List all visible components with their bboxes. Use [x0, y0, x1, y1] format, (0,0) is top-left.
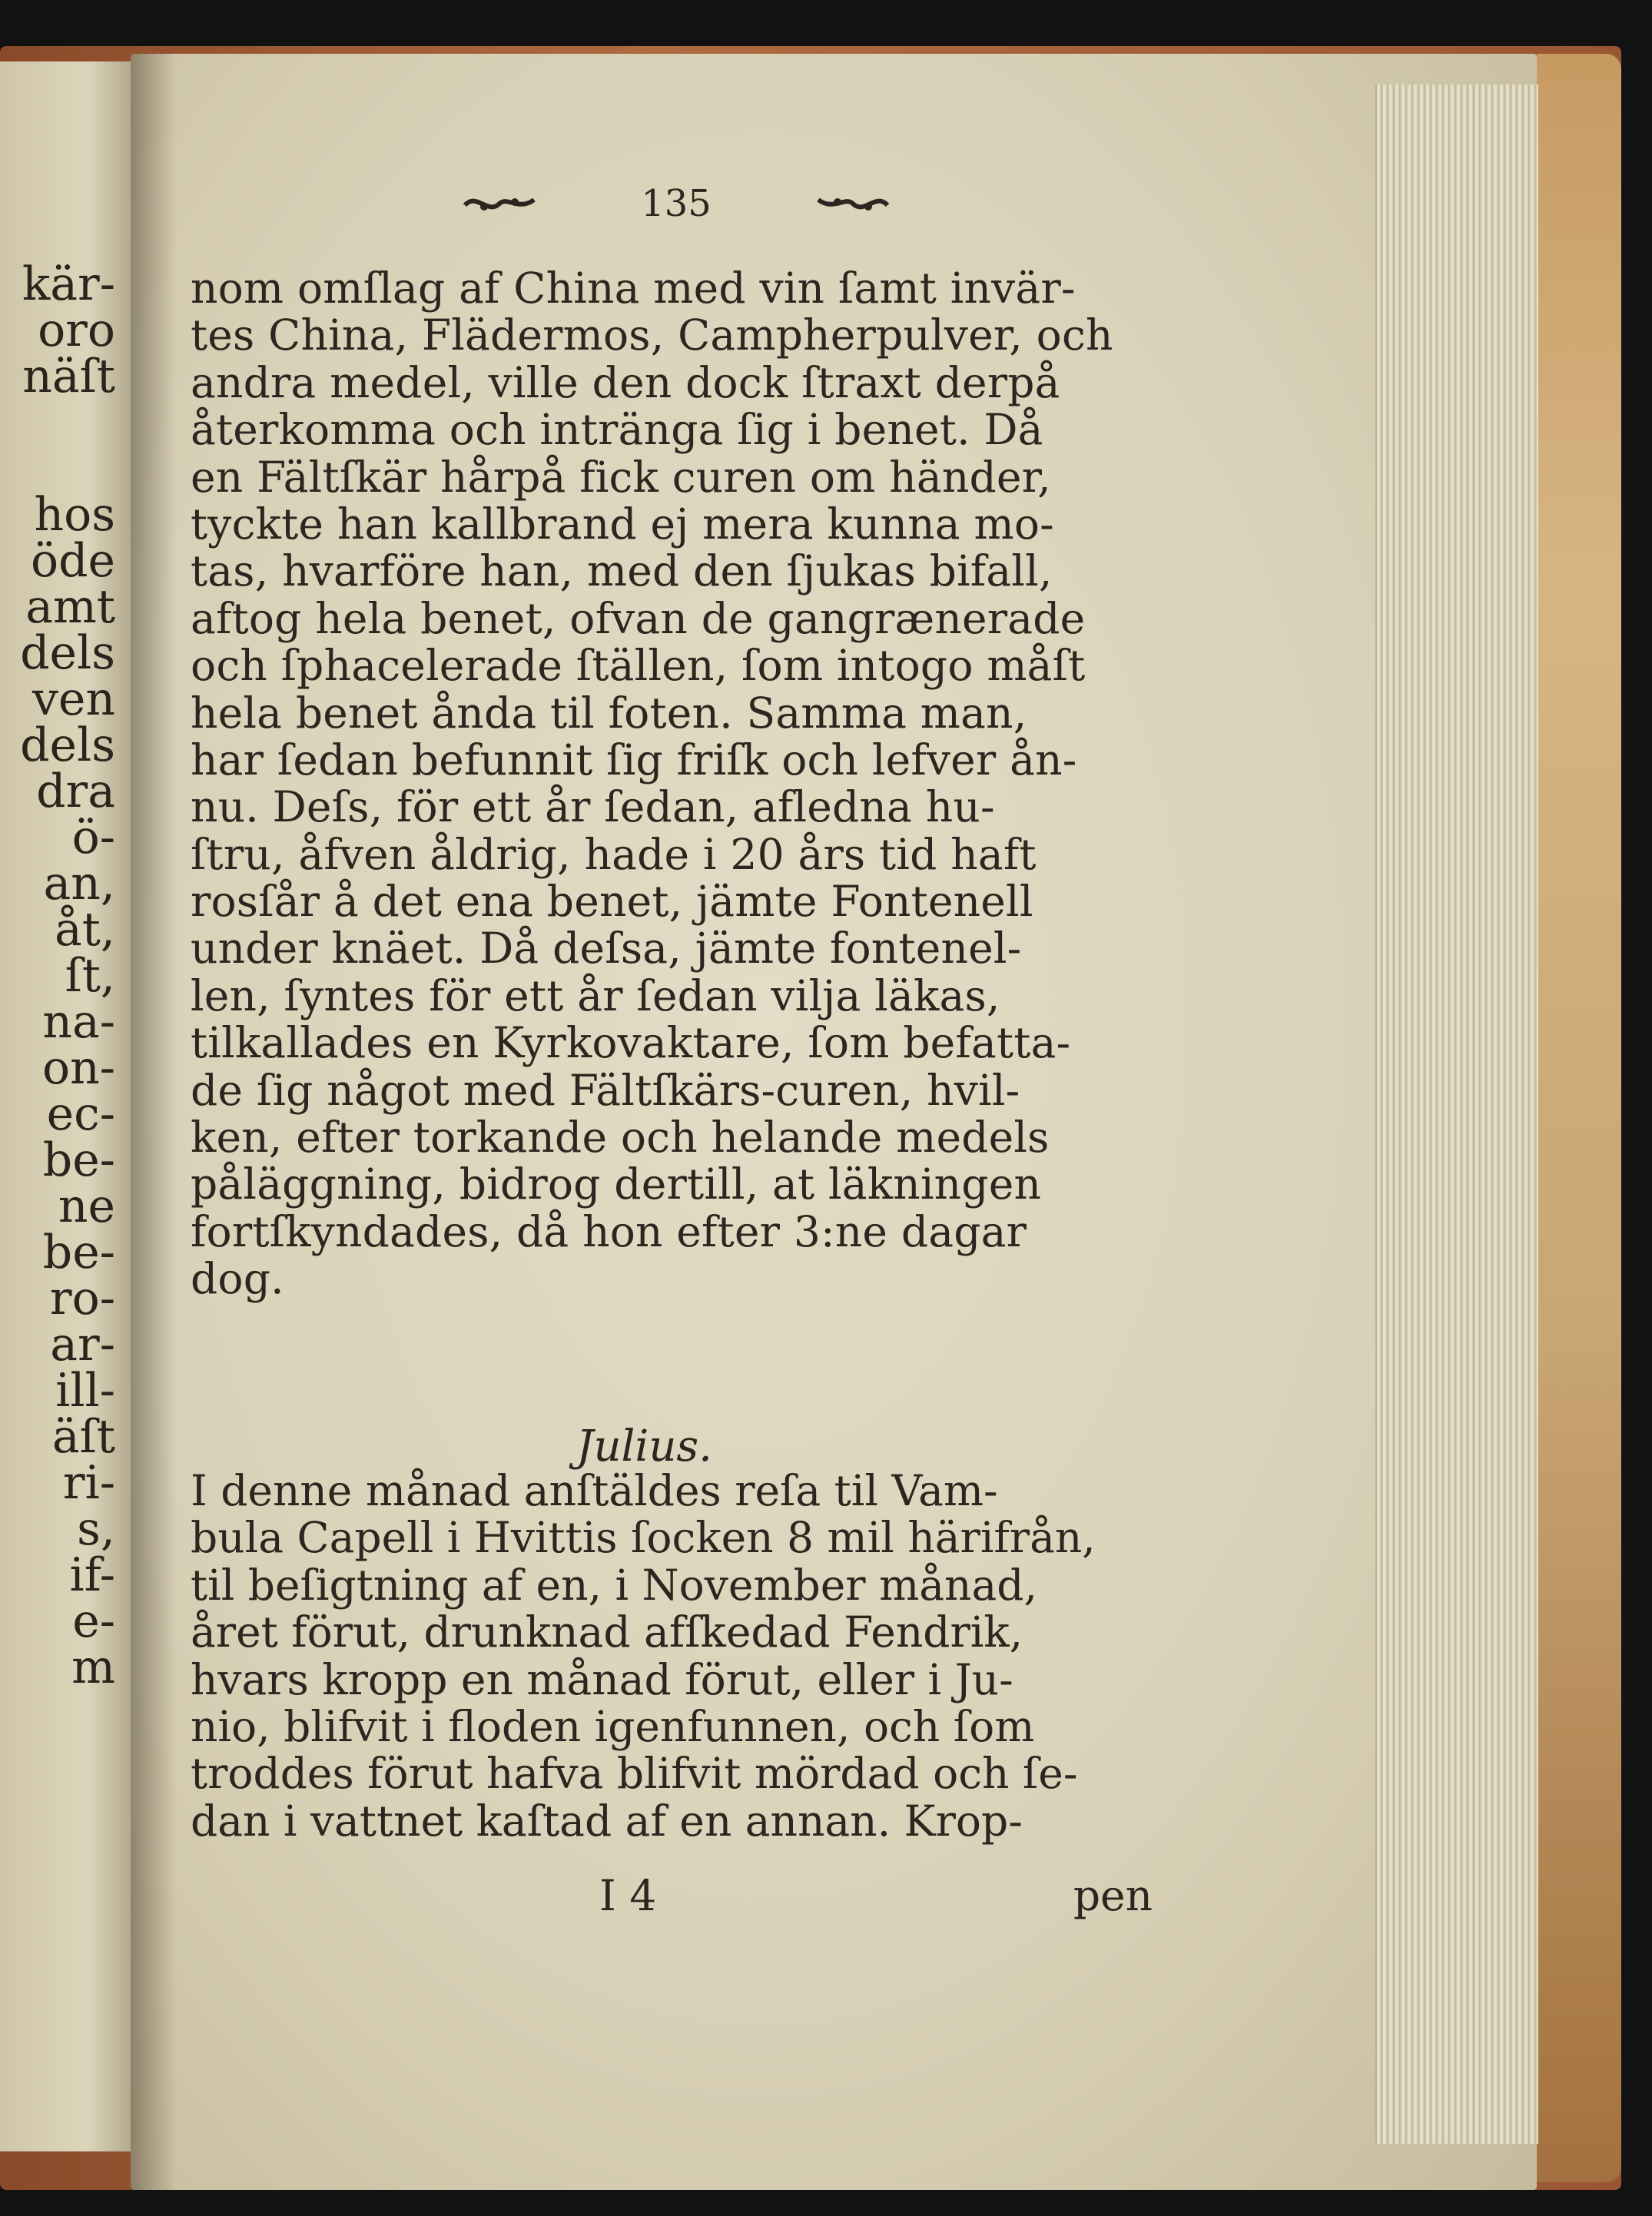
- left-fragment: on-: [41, 1041, 115, 1095]
- text-line: bula Capell i Hvittis ſocken 8 mil härifrån,: [191, 1513, 1096, 1563]
- left-fragment: ri-: [62, 1456, 115, 1510]
- left-fragment: be-: [42, 1226, 115, 1279]
- page-header: [461, 181, 891, 227]
- text-line: tas, hvarföre han, med den ſjukas bifall,: [191, 546, 1053, 596]
- left-fragment: ro-: [49, 1272, 115, 1325]
- text-line: under knäet. Då deſsa, jämte fontenel-: [191, 924, 1022, 974]
- text-line: dog.: [191, 1254, 284, 1304]
- text-line: nio, blifvit i floden igenfunnen, och ſom: [191, 1701, 1035, 1751]
- left-fragment: dels: [20, 626, 115, 680]
- text-line: aftog hela benet, ofvan de gangrænerade: [191, 593, 1086, 643]
- left-fragment: åt,: [55, 903, 115, 957]
- left-fragment: oro: [38, 304, 115, 357]
- text-line: nu. Deſs, för ett år ſedan, afledna hu-: [191, 782, 995, 832]
- left-fragment: [0, 400, 115, 446]
- text-line: ſtru, åfven åldrig, hade i 20 års tid haft: [191, 829, 1037, 879]
- text-line: tilkallades en Kyrkovaktare, ſom befatta-: [191, 1018, 1071, 1068]
- text-line: tyckte han kallbrand ej mera kunna mo-: [191, 499, 1054, 549]
- left-fragment: äſt: [51, 1410, 115, 1464]
- left-fragment: dels: [20, 718, 115, 772]
- text-line: har ſedan befunnit ſig friſk och lefver ån-: [191, 735, 1077, 785]
- text-line: hela benet ånda til foten. Samma man,: [191, 688, 1027, 738]
- catchword: pen: [1073, 1871, 1153, 1920]
- book-cover-edge: [1537, 54, 1621, 2182]
- left-fragment: näſt: [22, 350, 115, 403]
- text-line: fortſkyndades, då hon efter 3:ne dagar: [191, 1206, 1027, 1256]
- text-line: troddes förut hafva blifvit mördad och ſe-: [191, 1749, 1078, 1799]
- text-line: I denne månad anſtäldes reſa til Vam-: [191, 1466, 998, 1515]
- left-fragment: ö-: [71, 811, 115, 864]
- text-line: dan i vattnet kaſtad af en annan. Krop-: [191, 1796, 1023, 1846]
- right-ornament-icon: [814, 188, 891, 219]
- left-fragment: ill-: [55, 1364, 115, 1418]
- text-line: andra medel, ville den dock ſtraxt derpå: [191, 357, 1060, 407]
- body-text-bottom: [191, 1468, 1096, 1845]
- left-fragment: m: [71, 1640, 115, 1694]
- signature-mark: I 4: [599, 1871, 657, 1920]
- text-line: de ſig något med Fältſkärs-curen, hvil-: [191, 1065, 1020, 1115]
- page-footer: [599, 1871, 1153, 1920]
- left-fragment: ec-: [46, 1087, 115, 1141]
- left-fragment: ven: [32, 672, 115, 726]
- section-heading: Julius.: [576, 1421, 712, 1471]
- left-fragment: e-: [72, 1594, 115, 1648]
- text-line: en Fältſkär hårpå fick curen om händer,: [191, 452, 1051, 502]
- left-fragment: ſt,: [65, 949, 115, 1003]
- left-fragment: amt: [25, 580, 115, 634]
- left-fragment: if-: [69, 1548, 115, 1602]
- text-line: och ſphacelerade ſtällen, ſom intogo måſt: [191, 641, 1086, 691]
- left-fragment: [0, 446, 115, 492]
- left-fragment: kär-: [22, 257, 115, 311]
- left-fragment: be-: [42, 1133, 115, 1187]
- text-line: rosſår å det ena benet, jämte Fontenell: [191, 877, 1033, 927]
- left-ornament-icon: [461, 188, 538, 219]
- left-fragment: dra: [36, 765, 115, 818]
- left-fragment: an,: [43, 857, 115, 911]
- text-line: hvars kropp en månad förut, eller i Ju-: [191, 1654, 1013, 1704]
- text-line: återkomma och intränga ſig i benet. Då: [191, 405, 1043, 455]
- page-number: 135: [641, 182, 712, 225]
- text-line: tes China, Flädermos, Campherpulver, och: [191, 310, 1113, 360]
- left-fragment: öde: [30, 534, 115, 588]
- text-line: påläggning, bidrog dertill, at läkningen: [191, 1159, 1042, 1209]
- left-fragment: s,: [77, 1502, 115, 1556]
- text-line: til beſigtning af en, i November månad,: [191, 1560, 1037, 1610]
- left-fragment: na-: [42, 995, 115, 1049]
- left-fragment: ar-: [50, 1318, 115, 1372]
- left-fragment: ne: [58, 1179, 115, 1233]
- left-page-text: [0, 257, 115, 1694]
- left-fragment: hos: [34, 488, 115, 542]
- text-line: ken, efter torkande och helande medels: [191, 1113, 1050, 1163]
- body-text-top: [191, 265, 1113, 1303]
- left-page: [0, 61, 146, 2151]
- page-gutter-shadow: [131, 54, 177, 2190]
- page-edges: [1375, 85, 1538, 2144]
- text-line: len, ſyntes för ett år ſedan vilja läkas,: [191, 970, 1000, 1020]
- text-line: nom omſlag af China med vin ſamt invär-: [191, 264, 1076, 313]
- text-line: året förut, drunknad afſkedad Fendrik,: [191, 1607, 1023, 1657]
